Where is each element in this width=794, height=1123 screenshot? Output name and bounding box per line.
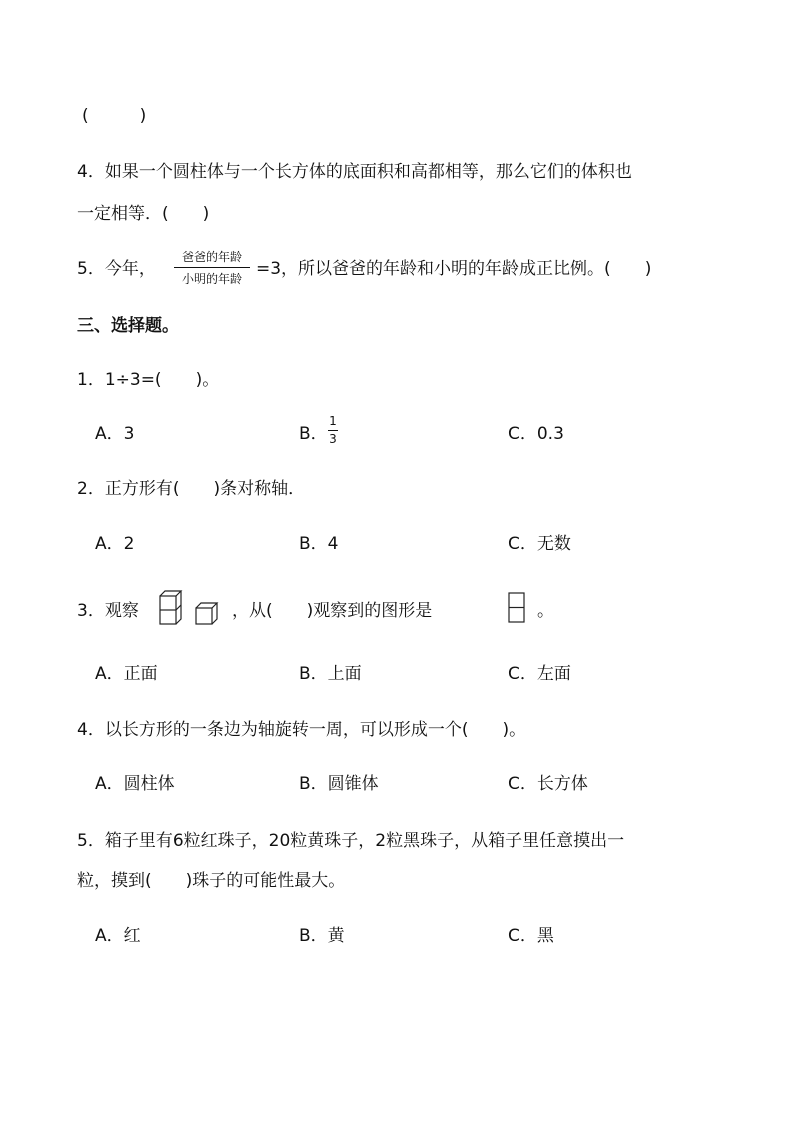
choice-q1-option-b-fraction-bar: [328, 430, 338, 431]
choice-q4-option-a: A．圆柱体: [95, 774, 175, 794]
section-title-choice: 三、选择题。: [77, 316, 179, 336]
judgement-q4-line2: 一定相等．( ): [77, 204, 210, 224]
cube-stack-figure-icon: [158, 588, 228, 628]
choice-q2-stem: 2．正方形有( )条对称轴．: [77, 479, 306, 499]
judgement-q5-suffix: =3，所以爸爸的年龄和小明的年龄成正比例。( ): [256, 259, 652, 279]
choice-q1-option-c: C．0.3: [508, 424, 564, 444]
judgement-q5-prefix: 5．今年，: [77, 259, 156, 279]
choice-q4-option-c: C．长方体: [508, 774, 588, 794]
judgement-q4-line1: 4．如果一个圆柱体与一个长方体的底面积和高都相等，那么它们的体积也: [77, 162, 632, 182]
choice-q5-stem-line1: 5．箱子里有6粒红珠子，20粒黄珠子，2粒黑珠子，从箱子里任意摸出一: [77, 831, 625, 851]
choice-q3-option-a: A．正面: [95, 664, 158, 684]
choice-q5-option-b: B．黄: [299, 926, 345, 946]
choice-q1-option-a: A．3: [95, 424, 135, 444]
choice-q4-stem: 4．以长方形的一条边为轴旋转一周，可以形成一个( )。: [77, 720, 527, 740]
choice-q1-option-b-denominator: 3: [329, 432, 337, 446]
q5-fraction-bar: [174, 267, 250, 268]
choice-q1-option-b-prefix: B．: [299, 424, 328, 444]
choice-q5-option-c: C．黑: [508, 926, 554, 946]
front-view-figure-icon: [508, 592, 526, 624]
choice-q1-option-b-numerator: 1: [329, 414, 337, 428]
choice-q3-stem-c: 。: [537, 601, 554, 621]
choice-q5-stem-line2: 粒，摸到( )珠子的可能性最大。: [77, 871, 346, 891]
choice-q1-stem: 1．1÷3=( )。: [77, 370, 220, 390]
choice-q2-option-c: C．无数: [508, 534, 571, 554]
top-answer-paren: ( ): [82, 106, 147, 126]
choice-q2-option-a: A．2: [95, 534, 135, 554]
q5-fraction-numerator: 爸爸的年龄: [181, 250, 242, 264]
choice-q3-option-c: C．左面: [508, 664, 571, 684]
q5-fraction-denominator: 小明的年龄: [181, 272, 242, 286]
choice-q3-stem-b: ，从( )观察到的图形是: [232, 601, 433, 621]
choice-q3-stem-a: 3．观察: [77, 601, 139, 621]
choice-q2-option-b: B．4: [299, 534, 339, 554]
choice-q3-option-b: B．上面: [299, 664, 362, 684]
choice-q5-option-a: A．红: [95, 926, 141, 946]
choice-q4-option-b: B．圆锥体: [299, 774, 379, 794]
